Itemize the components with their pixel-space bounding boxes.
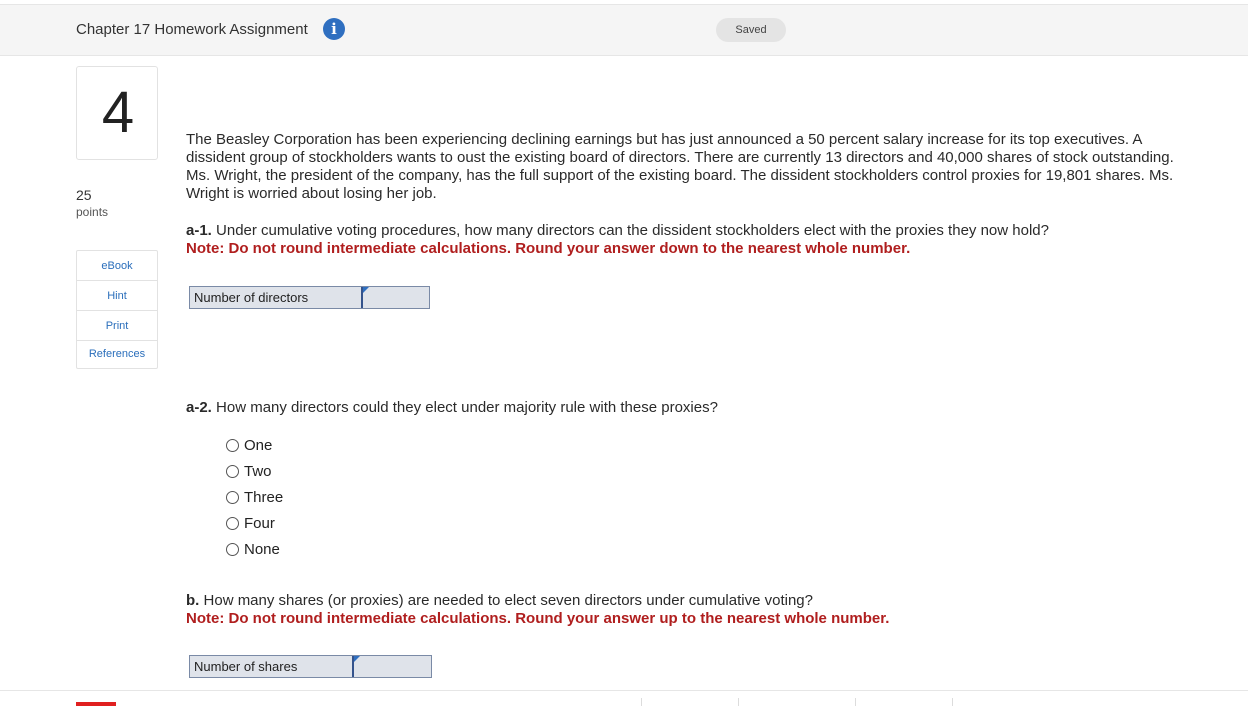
radio-button[interactable] [226, 491, 239, 504]
shares-input[interactable] [354, 656, 431, 677]
part-b-tag: b. [186, 592, 200, 609]
part-a1-tag: a-1. [186, 222, 212, 239]
tools-panel [76, 250, 158, 369]
flag-icon [354, 656, 360, 662]
question-number: 4 [101, 80, 135, 145]
shares-field-label: Number of shares [190, 656, 354, 677]
radio-button[interactable] [226, 517, 239, 530]
radio-button[interactable] [226, 543, 239, 556]
majority-rule-options [226, 432, 283, 562]
part-a1-note: Note: Do not round intermediate calculations. Round your answer down to the nearest whole number. [186, 240, 911, 257]
part-a2 [186, 399, 1186, 417]
option-one[interactable] [226, 432, 283, 458]
assignment-title: Chapter 17 Homework Assignment [76, 21, 308, 38]
directors-input[interactable] [363, 287, 429, 308]
part-a2-prompt: How many directors could they elect under majority rule with these proxies? [216, 399, 718, 416]
hint-link[interactable]: Hint [77, 281, 157, 311]
references-link[interactable]: References [88, 348, 146, 360]
directors-answer-row [189, 286, 430, 309]
part-b-note: Note: Do not round intermediate calculations. Round your answer up to the nearest whole number. [186, 610, 890, 627]
footer-divider-tick [855, 698, 856, 706]
footer-tab-indicator [76, 702, 116, 706]
shares-answer-row [189, 655, 432, 678]
points-value: 25 [76, 187, 92, 203]
directors-input-cell[interactable] [363, 287, 429, 308]
points-label: points [76, 205, 109, 219]
info-icon[interactable]: i [323, 18, 345, 40]
part-b [186, 592, 1186, 628]
footer-divider [0, 690, 1248, 691]
option-label: Four [244, 514, 275, 532]
footer-divider-tick [952, 698, 953, 706]
footer-divider-tick [641, 698, 642, 706]
top-bar [0, 4, 1248, 56]
radio-button[interactable] [226, 439, 239, 452]
part-b-prompt: How many shares (or proxies) are needed to elect seven directors under cumulative voting? [203, 592, 813, 609]
directors-field-label: Number of directors [190, 287, 363, 308]
saved-status-badge: Saved [716, 18, 786, 42]
part-a2-tag: a-2. [186, 399, 212, 416]
question-text: The Beasley Corporation has been experiencing declining earnings but has just announced a 50 percent salary increase for its top executives. A dissident group of stockholders wants to oust the existing board of directors. There are currently 13 directors and 40,000 shares of stock outstanding. Ms. Wright, the president of the company, has the full support of the existing board. The dissident stockholders control proxies for 19,801 shares. Ms. Wright is worried about losing her job. [186, 131, 1174, 202]
option-label: One [244, 436, 273, 454]
question-number-box [76, 66, 158, 160]
option-two[interactable] [226, 458, 283, 484]
flag-icon [363, 287, 369, 293]
option-label: Two [244, 462, 272, 480]
radio-button[interactable] [226, 465, 239, 478]
part-a1-prompt: Under cumulative voting procedures, how many directors can the dissident stockholders elect with the proxies they now hold? [216, 222, 1049, 239]
print-link[interactable]: Print [77, 311, 157, 341]
option-none[interactable] [226, 536, 283, 562]
ebook-link[interactable]: eBook [77, 251, 157, 281]
option-label: None [244, 540, 280, 558]
option-four[interactable] [226, 510, 283, 536]
option-label: Three [244, 488, 284, 506]
option-three[interactable] [226, 484, 283, 510]
part-a1 [186, 222, 1186, 258]
footer-divider-tick [738, 698, 739, 706]
shares-input-cell[interactable] [354, 656, 431, 677]
